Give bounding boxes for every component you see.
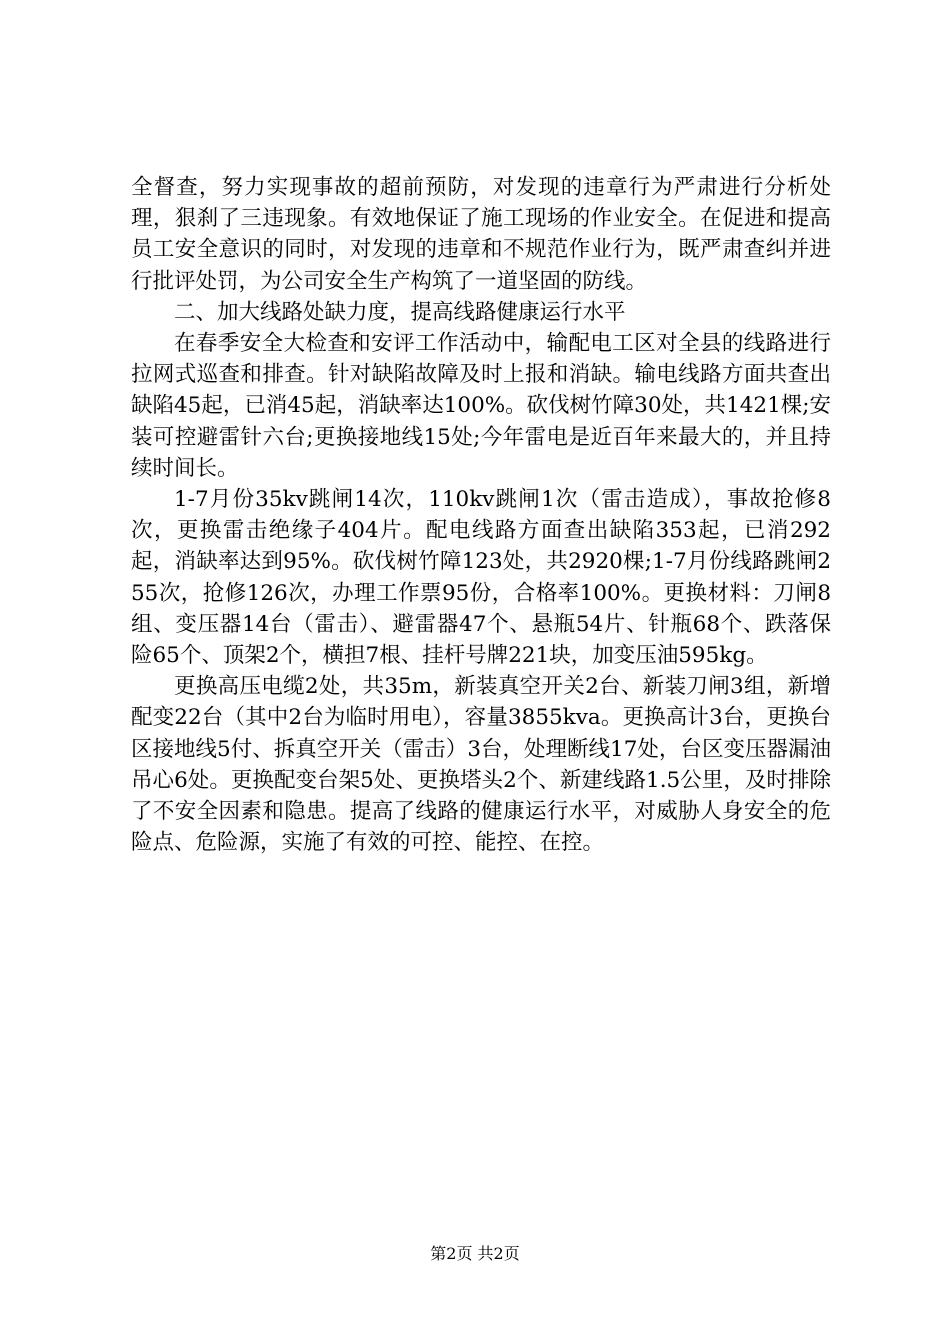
paragraph-continuation: 全督查，努力实现事故的超前预防，对发现的违章行为严肃进行分析处理，狠刹了三违现象。有效地保证了施工现场的作业安全。在促进和提高员工安全意识的同时，对发现的违章和不规范作业行为，既严肃查纠并进行批评处罚，为公司安全生产构筑了一道坚固的防线。: [131, 175, 831, 294]
page-footer: 第2页 共2页: [430, 1244, 520, 1263]
paragraph-trip-statistics: 1-7月份35kv跳闸14次，110kv跳闸1次（雷击造成），事故抢修8次，更换雷击绝缘子404片。配电线路方面查出缺陷353起，已消292起，消缺率达到95%。砍伐树竹障123处，共2920棵;1-7月份线路跳闸255次，抢修126次，办理工作票95份，合格率100%。更换材料：刀闸8组、变压器14台（雷击）、避雷器47个、悬瓶54片、针瓶68个、跌落保险65个、顶架2个，横担7根、挂杆号牌221块，加变压油595kg。: [131, 487, 831, 669]
document-body: [131, 172, 831, 858]
paragraph-equipment-replacement: 更换高压电缆2处，共35m，新装真空开关2台、新装刀闸3组，新增配变22台（其中2台为临时用电），容量3855kva。更换高计3台，更换台区接地线5付、拆真空开关（雷击）3台，处理断线17处，台区变压器漏油吊心6处。更换配变台架5处、更换塔头2个、新建线路1.5公里，及时排除了不安全因素和隐患。提高了线路的健康运行水平，对威胁人身安全的危险点、危险源，实施了有效的可控、能控、在控。: [131, 674, 831, 856]
paragraph-spring-inspection: 在春季安全大检查和安评工作活动中，输配电工区对全县的线路进行拉网式巡查和排查。针对缺陷故障及时上报和消缺。输电线路方面共查出缺陷45起，已消45起，消缺率达100%。砍伐树竹障30处，共1421棵;安装可控避雷针六台;更换接地线15处;今年雷电是近百年来最大的，并且持续时间长。: [131, 331, 832, 481]
section-heading: 二、加大线路处缺力度，提高线路健康运行水平: [174, 299, 626, 325]
